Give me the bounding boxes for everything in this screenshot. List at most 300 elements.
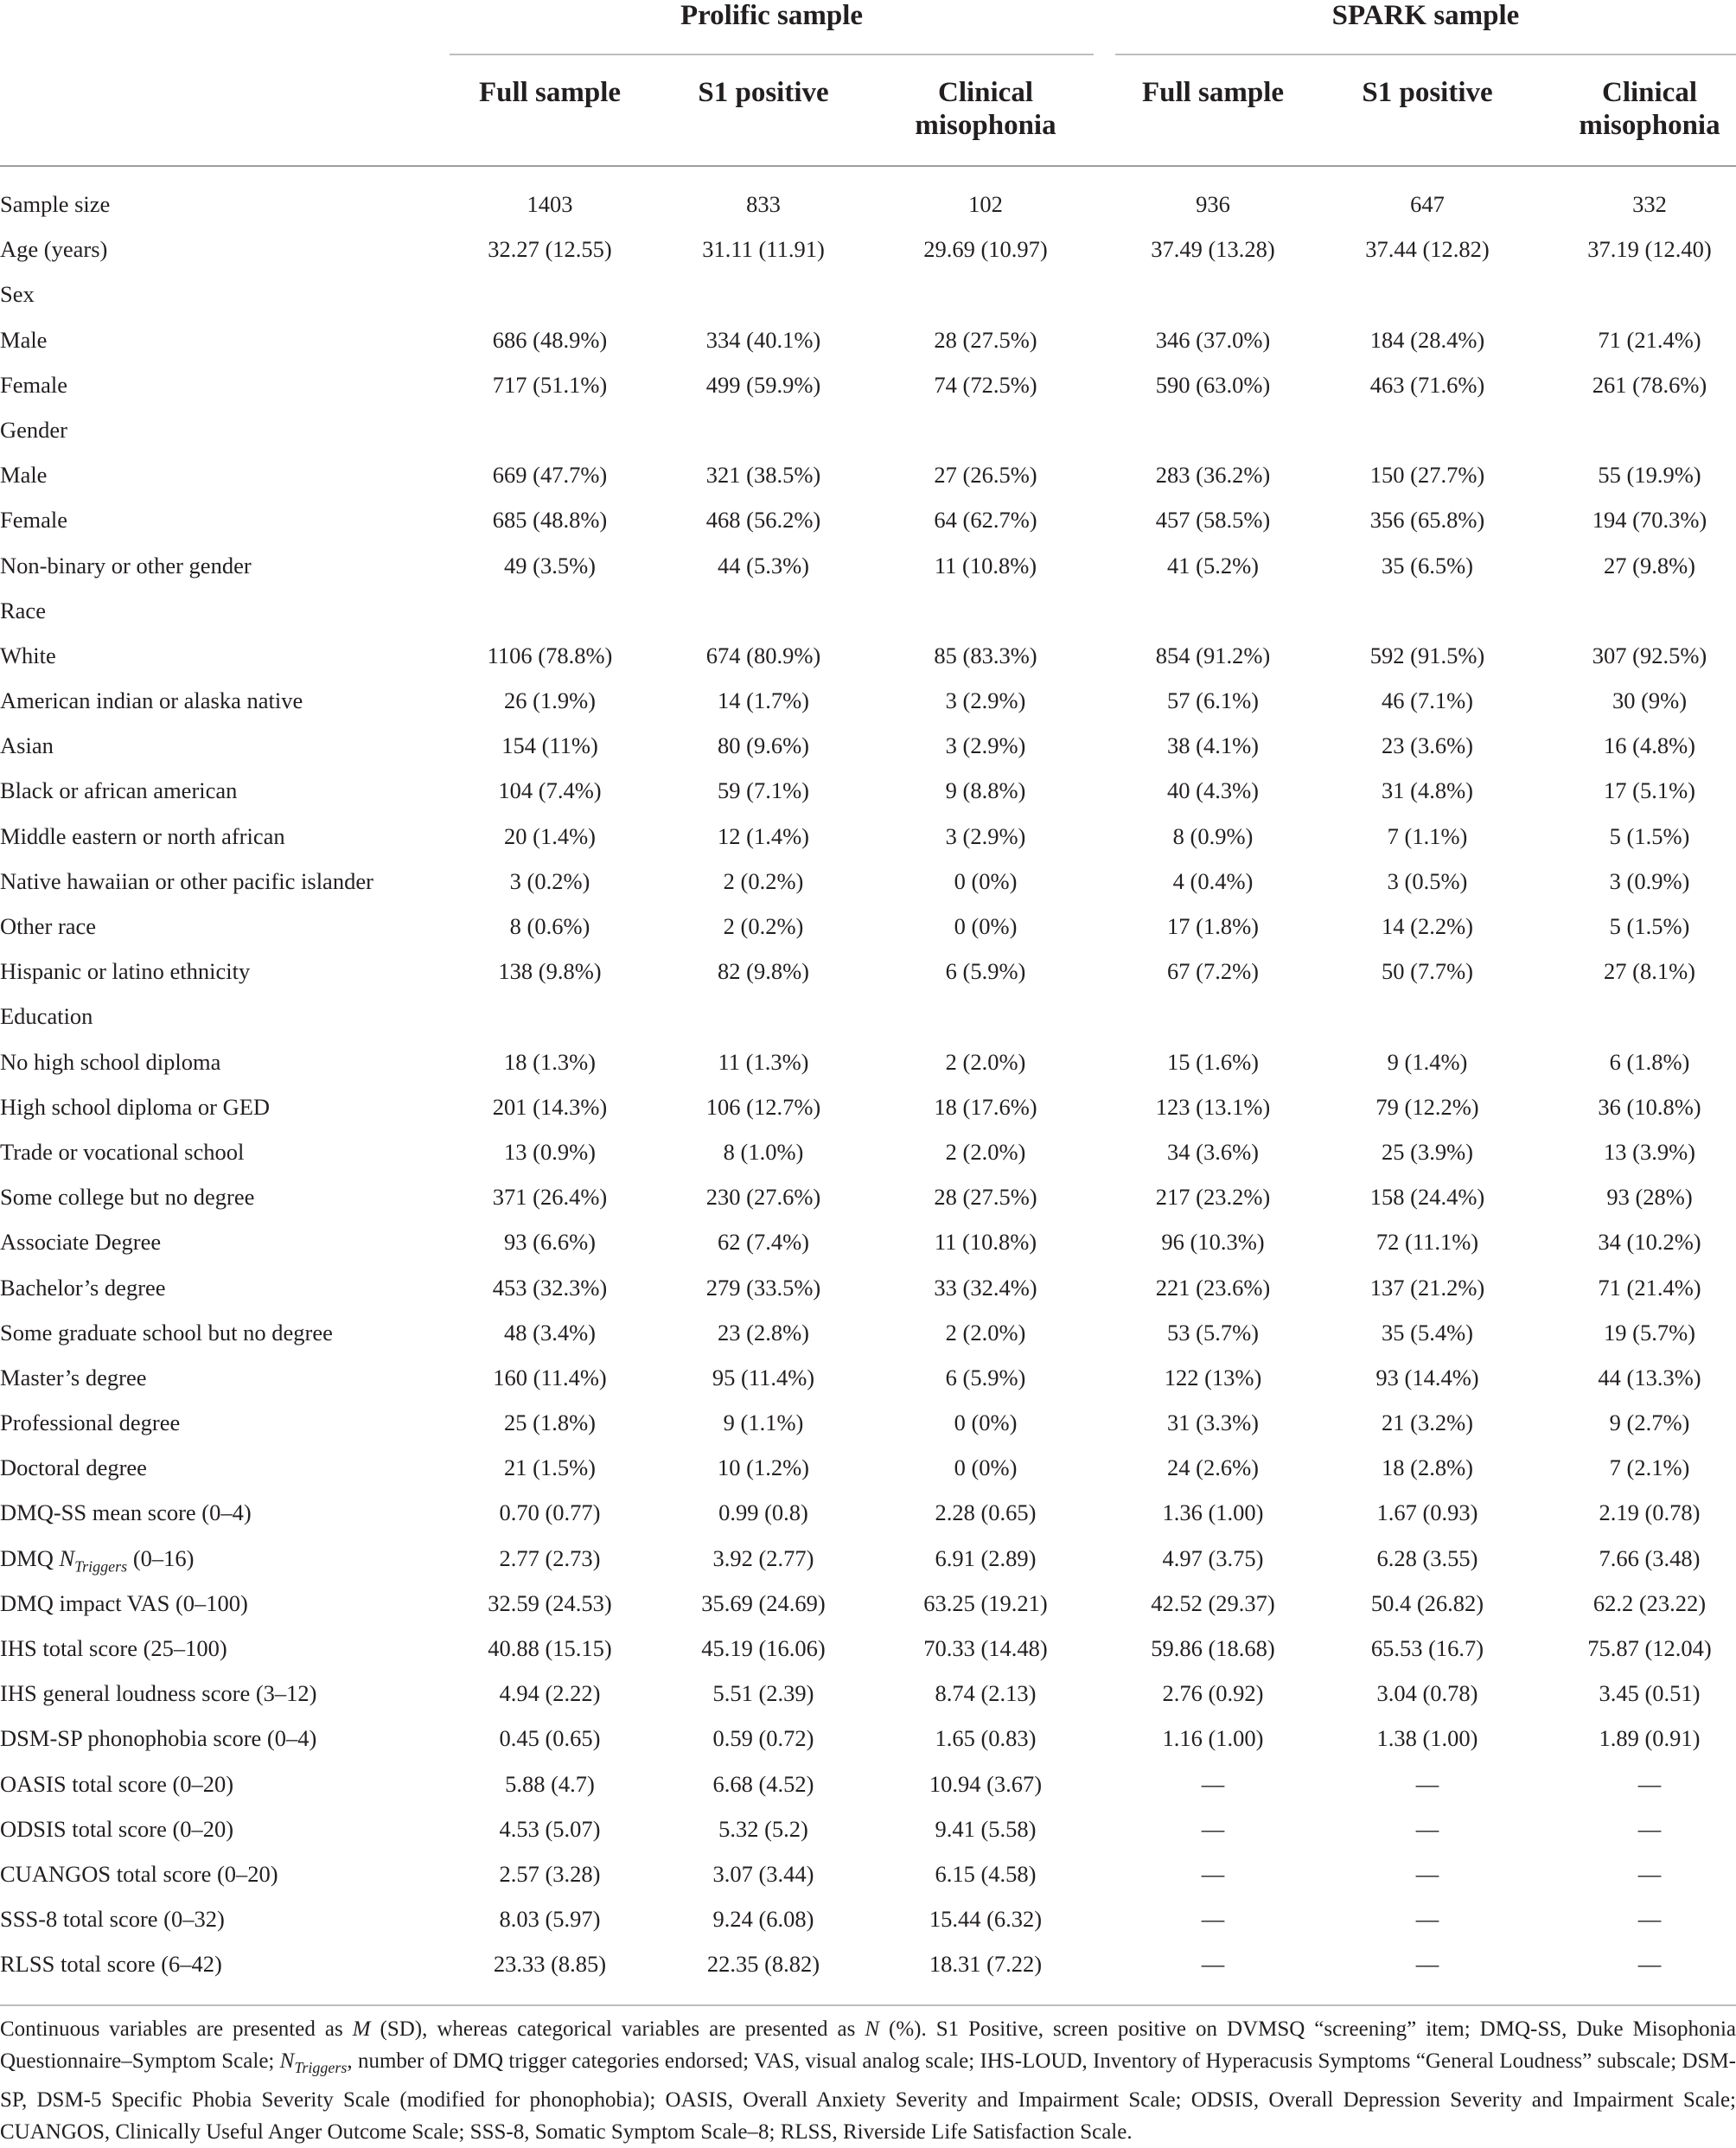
- table-cell: —: [1201, 1815, 1225, 1842]
- table-cell: 80 (9.6%): [718, 732, 809, 759]
- table-cell: 96 (10.3%): [1161, 1229, 1265, 1256]
- table-cell: 62.2 (23.22): [1592, 1589, 1707, 1616]
- table-cell: 55 (19.9%): [1598, 462, 1701, 489]
- table-cell: 669 (47.7%): [492, 462, 608, 489]
- table-cell: 17 (1.8%): [1167, 913, 1259, 939]
- table-cell: 8 (1.0%): [723, 1138, 804, 1165]
- table-cell: —: [1415, 1815, 1439, 1842]
- table-cell: 2.28 (0.65): [935, 1499, 1037, 1526]
- table-cell: 8.03 (5.97): [499, 1906, 601, 1933]
- table-cell: 34 (3.6%): [1167, 1138, 1259, 1165]
- table-cell: 3.45 (0.51): [1599, 1680, 1701, 1707]
- table-cell: 686 (48.9%): [492, 326, 608, 353]
- table-cell: 3 (0.5%): [1387, 867, 1468, 894]
- table-cell: 104 (7.4%): [498, 777, 602, 804]
- table-cell: 194 (70.3%): [1592, 507, 1707, 534]
- table-cell: 71 (21.4%): [1598, 326, 1701, 353]
- row-label: ODSIS total score (0–20): [0, 1815, 234, 1842]
- table-cell: 50 (7.7%): [1382, 958, 1473, 985]
- table-row: [0, 406, 1736, 451]
- row-label: Sex: [0, 281, 35, 308]
- table-cell: 35.69 (24.69): [701, 1589, 826, 1616]
- table-cell: —: [1637, 1906, 1662, 1933]
- row-label: Race: [0, 597, 46, 623]
- row-label: Female: [0, 507, 67, 534]
- row-label: Professional degree: [0, 1410, 181, 1436]
- column-header: [651, 76, 876, 109]
- table-cell: 3.92 (2.77): [712, 1544, 814, 1571]
- column-header: [873, 76, 1098, 142]
- table-cell: 93 (14.4%): [1375, 1364, 1479, 1390]
- table-cell: 123 (13.1%): [1155, 1093, 1271, 1120]
- table-cell: 0.59 (0.72): [712, 1725, 814, 1752]
- table-cell: 150 (27.7%): [1369, 462, 1485, 489]
- table-cell: 2.76 (0.92): [1162, 1680, 1264, 1707]
- table-row: [0, 1580, 1736, 1625]
- table-cell: 8 (0.6%): [509, 913, 590, 939]
- table-cell: 62 (7.4%): [718, 1229, 809, 1256]
- table-row: [0, 1444, 1736, 1489]
- table-cell: —: [1201, 1770, 1225, 1797]
- table-cell: 21 (3.2%): [1382, 1410, 1473, 1436]
- table-cell: 2.57 (3.28): [499, 1860, 601, 1887]
- table-cell: 74 (72.5%): [934, 371, 1037, 398]
- table-cell: 5.88 (4.7): [505, 1770, 595, 1797]
- table-cell: 717 (51.1%): [492, 371, 608, 398]
- table-cell: 93 (6.6%): [504, 1229, 596, 1256]
- table-cell: 2 (2.0%): [945, 1048, 1026, 1075]
- table-cell: 371 (26.4%): [492, 1184, 608, 1211]
- table-cell: 16 (4.8%): [1604, 732, 1695, 759]
- table-cell: 279 (33.5%): [705, 1274, 821, 1301]
- table-cell: 42.52 (29.37): [1151, 1589, 1275, 1616]
- table-cell: 4.97 (3.75): [1162, 1544, 1264, 1571]
- table-cell: 18 (2.8%): [1382, 1454, 1473, 1481]
- table-row: [0, 1851, 1736, 1895]
- table-cell: 70.33 (14.48): [923, 1635, 1048, 1661]
- table-cell: 9.41 (5.58): [935, 1815, 1037, 1842]
- row-label: Sample size: [0, 191, 111, 217]
- table-row: [0, 1309, 1736, 1354]
- table-cell: 13 (3.9%): [1604, 1138, 1695, 1165]
- table-cell: 23 (2.8%): [718, 1319, 809, 1346]
- table-row: [0, 1806, 1736, 1851]
- row-label: No high school diploma: [0, 1048, 221, 1075]
- table-cell: 25 (3.9%): [1382, 1138, 1473, 1165]
- table-cell: 11 (1.3%): [718, 1048, 809, 1075]
- table-cell: 0 (0%): [954, 1454, 1018, 1481]
- table-row: [0, 632, 1736, 677]
- table-cell: 9 (8.8%): [945, 777, 1026, 804]
- header-rule: [0, 165, 1736, 167]
- table-cell: 18.31 (7.22): [929, 1951, 1043, 1978]
- table-cell: 154 (11%): [501, 732, 598, 759]
- table-cell: 9 (2.7%): [1609, 1410, 1690, 1436]
- table-cell: 11 (10.8%): [934, 552, 1037, 579]
- table-cell: 0 (0%): [954, 913, 1018, 939]
- row-label: Black or african american: [0, 777, 238, 804]
- table-cell: 29.69 (10.97): [923, 236, 1048, 263]
- table-cell: 8.74 (2.13): [935, 1680, 1037, 1707]
- table-cell: 44 (13.3%): [1598, 1364, 1701, 1390]
- table-cell: 592 (91.5%): [1369, 642, 1485, 668]
- table-cell: —: [1415, 1770, 1439, 1797]
- table-cell: 72 (11.1%): [1375, 1229, 1479, 1256]
- table-cell: 23 (3.6%): [1382, 732, 1473, 759]
- column-header-line: misophonia: [1579, 110, 1720, 141]
- table-cell: 5.32 (5.2): [718, 1815, 808, 1842]
- table-row: [0, 496, 1736, 541]
- table-cell: 102: [968, 191, 1003, 217]
- row-label: Master’s degree: [0, 1364, 147, 1390]
- table-row: [0, 1173, 1736, 1218]
- row-label: Asian: [0, 732, 54, 759]
- table-cell: 12 (1.4%): [718, 822, 809, 849]
- table-cell: 14 (1.7%): [718, 687, 809, 714]
- group-rule-spark: [1115, 54, 1736, 55]
- table-cell: 31.11 (11.91): [702, 236, 825, 263]
- table-cell: 27 (26.5%): [934, 462, 1037, 489]
- table-row: [0, 1670, 1736, 1715]
- table-cell: 6.15 (4.58): [935, 1860, 1037, 1887]
- table-cell: 5.51 (2.39): [712, 1680, 814, 1707]
- table-cell: 17 (5.1%): [1604, 777, 1695, 804]
- row-label: High school diploma or GED: [0, 1093, 271, 1120]
- column-header-line: Clinical: [937, 77, 1033, 108]
- table-cell: —: [1637, 1951, 1662, 1978]
- table-cell: 35 (6.5%): [1382, 552, 1473, 579]
- table-cell: 24 (2.6%): [1167, 1454, 1259, 1481]
- row-label: Some college but no degree: [0, 1184, 255, 1211]
- row-label: DMQ $N_{Triggers}$ (0–16): [0, 1544, 195, 1575]
- table-cell: 57 (6.1%): [1167, 687, 1259, 714]
- table-cell: 5 (1.5%): [1609, 822, 1690, 849]
- table-cell: 2 (2.0%): [945, 1138, 1026, 1165]
- group-header-spark: SPARK sample: [1331, 0, 1520, 31]
- table-cell: 10.94 (3.67): [929, 1770, 1043, 1797]
- table-cell: 221 (23.6%): [1155, 1274, 1271, 1301]
- row-label: Some graduate school but no degree: [0, 1319, 333, 1346]
- table-cell: 25 (1.8%): [504, 1410, 596, 1436]
- table-cell: 20 (1.4%): [504, 822, 596, 849]
- row-label: Associate Degree: [0, 1229, 162, 1256]
- table-cell: 2 (0.2%): [723, 867, 804, 894]
- table-cell: 93 (28%): [1606, 1184, 1693, 1211]
- table-cell: 936: [1196, 191, 1230, 217]
- table-cell: 3.07 (3.44): [712, 1860, 814, 1887]
- table-row: [0, 1715, 1736, 1760]
- table-cell: 36 (10.8%): [1598, 1093, 1701, 1120]
- table-cell: 5 (1.5%): [1609, 913, 1690, 939]
- row-label: Gender: [0, 416, 67, 443]
- table-cell: 307 (92.5%): [1592, 642, 1707, 668]
- table-row: [0, 1399, 1736, 1444]
- table-cell: 6 (5.9%): [945, 958, 1026, 985]
- table-cell: 0.45 (0.65): [499, 1725, 601, 1752]
- table-row: [0, 1940, 1736, 1985]
- table-row: [0, 316, 1736, 361]
- table-row: [0, 858, 1736, 903]
- table-cell: 31 (3.3%): [1167, 1410, 1259, 1436]
- table-cell: —: [1415, 1951, 1439, 1978]
- table-cell: 160 (11.4%): [493, 1364, 607, 1390]
- table-row: [0, 271, 1736, 316]
- column-header-line: S1 positive: [1362, 77, 1493, 108]
- table-row: [0, 1128, 1736, 1173]
- table-cell: 3 (0.2%): [509, 867, 590, 894]
- table-cell: 217 (23.2%): [1155, 1184, 1271, 1211]
- table-cell: 590 (63.0%): [1155, 371, 1271, 398]
- table-row: [0, 1354, 1736, 1399]
- table-cell: 6 (1.8%): [1609, 1048, 1690, 1075]
- table-cell: —: [1201, 1951, 1225, 1978]
- table-cell: 7 (2.1%): [1609, 1454, 1690, 1481]
- table-cell: 37.44 (12.82): [1365, 236, 1490, 263]
- row-label: DMQ impact VAS (0–100): [0, 1589, 248, 1616]
- table-cell: 499 (59.9%): [705, 371, 821, 398]
- table-cell: 28 (27.5%): [934, 326, 1037, 353]
- table-row: [0, 1264, 1736, 1309]
- table-cell: 63.25 (19.21): [923, 1589, 1048, 1616]
- group-rule-prolific: [450, 54, 1094, 55]
- table-cell: 674 (80.9%): [705, 642, 821, 668]
- table-cell: 71 (21.4%): [1598, 1274, 1701, 1301]
- table-cell: 453 (32.3%): [492, 1274, 608, 1301]
- table-row: [0, 1039, 1736, 1084]
- table-cell: 4 (0.4%): [1172, 867, 1254, 894]
- table-row: [0, 1535, 1736, 1580]
- table-cell: 37.19 (12.40): [1587, 236, 1712, 263]
- table-cell: 283 (36.2%): [1155, 462, 1271, 489]
- table-cell: 95 (11.4%): [712, 1364, 815, 1390]
- table-cell: 28 (27.5%): [934, 1184, 1037, 1211]
- table-cell: 3 (2.9%): [945, 687, 1026, 714]
- table-row: [0, 677, 1736, 722]
- table-cell: 9 (1.4%): [1387, 1048, 1468, 1075]
- table-cell: 19 (5.7%): [1604, 1319, 1695, 1346]
- table-footnote: Continuous variables are presented as M (SD), whereas categorical variables are presented as N (%). S1 Positive, screen positive on DVMSQ “screening” item; DMQ-SS, Duke Misophonia Questionnaire–Symptom Scale; $N_{Triggers}$, number of DMQ trigger categories endorsed; VAS, visual analog scale; IHS-LOUD, Inventory of Hyperacusis Symptoms “General Loudness” subscale; DSM-SP, DSM-5 Specific Phobia Severity Scale (modified for phonophobia); OASIS, Overall Anxiety Severity and Impairment Scale; ODSIS, Overall Depression Severity and Impairment Scale; CUANGOS, Clinically Useful Anger Outcome Scale; SSS-8, Somatic Symptom Scale–8; RLSS, Riverside Life Satisfaction Scale.: [0, 2017, 1736, 2144]
- table-row: [0, 948, 1736, 993]
- table-cell: 32.59 (24.53): [488, 1589, 612, 1616]
- row-label: DMQ-SS mean score (0–4): [0, 1499, 252, 1526]
- table-cell: 67 (7.2%): [1167, 958, 1259, 985]
- table-cell: 2 (2.0%): [945, 1319, 1026, 1346]
- table-cell: 45.19 (16.06): [701, 1635, 826, 1661]
- table-row: [0, 587, 1736, 632]
- column-header: [1537, 76, 1736, 142]
- row-label: Middle eastern or north african: [0, 822, 285, 849]
- row-label: White: [0, 642, 56, 668]
- table-cell: 27 (8.1%): [1604, 958, 1695, 985]
- table-row: [0, 1218, 1736, 1263]
- table-cell: 3 (2.9%): [945, 822, 1026, 849]
- row-label: SSS-8 total score (0–32): [0, 1906, 225, 1933]
- row-label: Trade or vocational school: [0, 1138, 245, 1165]
- table-cell: 65.53 (16.7): [1370, 1635, 1484, 1661]
- table-row: [0, 1761, 1736, 1806]
- table-row: [0, 1625, 1736, 1670]
- table-cell: 332: [1632, 191, 1667, 217]
- row-label: Male: [0, 326, 48, 353]
- column-header-line: S1 positive: [698, 77, 829, 108]
- table-cell: 53 (5.7%): [1167, 1319, 1259, 1346]
- row-label: Bachelor’s degree: [0, 1274, 166, 1301]
- table-cell: 463 (71.6%): [1369, 371, 1485, 398]
- table-body: [0, 181, 1736, 1986]
- group-header-prolific: Prolific sample: [680, 0, 864, 31]
- column-header: [1315, 76, 1540, 109]
- table-cell: 14 (2.2%): [1382, 913, 1473, 939]
- table-cell: 1.38 (1.00): [1376, 1725, 1478, 1752]
- table-cell: 346 (37.0%): [1155, 326, 1271, 353]
- row-label: IHS total score (25–100): [0, 1635, 227, 1661]
- table-cell: 1106 (78.8%): [487, 642, 613, 668]
- column-header-line: Full sample: [478, 77, 622, 108]
- table-cell: 22.35 (8.82): [706, 1951, 820, 1978]
- table-cell: 184 (28.4%): [1369, 326, 1485, 353]
- row-label: American indian or alaska native: [0, 687, 303, 714]
- table-cell: 85 (83.3%): [934, 642, 1037, 668]
- table-cell: 137 (21.2%): [1369, 1274, 1485, 1301]
- table-cell: 23.33 (8.85): [493, 1951, 607, 1978]
- table-row: [0, 813, 1736, 858]
- table-cell: 6.68 (4.52): [712, 1770, 814, 1797]
- table-cell: 59 (7.1%): [718, 777, 809, 804]
- table-cell: 21 (1.5%): [504, 1454, 596, 1481]
- table-cell: 1.16 (1.00): [1162, 1725, 1264, 1752]
- table-row: [0, 226, 1736, 271]
- table-cell: 2.19 (0.78): [1599, 1499, 1701, 1526]
- row-label: Hispanic or latino ethnicity: [0, 958, 251, 985]
- table-cell: 854 (91.2%): [1155, 642, 1271, 668]
- column-header-line: Full sample: [1141, 77, 1285, 108]
- table-cell: 15 (1.6%): [1167, 1048, 1259, 1075]
- table-cell: —: [1637, 1815, 1662, 1842]
- column-header: [1101, 76, 1325, 109]
- table-cell: 64 (62.7%): [934, 507, 1037, 534]
- table-cell: 40 (4.3%): [1167, 777, 1259, 804]
- row-label: DSM-SP phonophobia score (0–4): [0, 1725, 317, 1752]
- table-cell: 30 (9%): [1612, 687, 1688, 714]
- row-label: IHS general loudness score (3–12): [0, 1680, 317, 1707]
- table-cell: —: [1201, 1906, 1225, 1933]
- row-label: Age (years): [0, 236, 108, 263]
- table-cell: 3 (2.9%): [945, 732, 1026, 759]
- table-cell: 6.91 (2.89): [935, 1544, 1037, 1571]
- table-cell: 356 (65.8%): [1369, 507, 1485, 534]
- table-cell: 158 (24.4%): [1369, 1184, 1485, 1211]
- table-cell: 34 (10.2%): [1598, 1229, 1701, 1256]
- row-label: Doctoral degree: [0, 1454, 147, 1481]
- table-cell: 9 (1.1%): [723, 1410, 804, 1436]
- table-cell: 685 (48.8%): [492, 507, 608, 534]
- column-header-line: misophonia: [915, 110, 1056, 141]
- table-cell: 37.49 (13.28): [1151, 236, 1275, 263]
- table-cell: 7.66 (3.48): [1599, 1544, 1701, 1571]
- table-cell: —: [1201, 1860, 1225, 1887]
- table-cell: 2 (0.2%): [723, 913, 804, 939]
- table-cell: 38 (4.1%): [1167, 732, 1259, 759]
- table-cell: 9.24 (6.08): [712, 1906, 814, 1933]
- table-row: [0, 1489, 1736, 1534]
- table-cell: 31 (4.8%): [1382, 777, 1473, 804]
- table-cell: 3 (0.9%): [1609, 867, 1690, 894]
- table-cell: 49 (3.5%): [504, 552, 596, 579]
- table-cell: 1.65 (0.83): [935, 1725, 1037, 1752]
- row-label: OASIS total score (0–20): [0, 1770, 234, 1797]
- table-cell: 1403: [527, 191, 573, 217]
- table-cell: 334 (40.1%): [705, 326, 821, 353]
- table-cell: 7 (1.1%): [1387, 822, 1468, 849]
- table-cell: —: [1415, 1860, 1439, 1887]
- table-cell: 1.36 (1.00): [1162, 1499, 1264, 1526]
- table-cell: 32.27 (12.55): [488, 236, 612, 263]
- table-cell: 1.67 (0.93): [1376, 1499, 1478, 1526]
- table-cell: 13 (0.9%): [504, 1138, 596, 1165]
- footer-rule: [0, 2004, 1736, 2006]
- table-cell: 201 (14.3%): [492, 1093, 608, 1120]
- column-header-line: Clinical: [1601, 77, 1697, 108]
- table-row: [0, 361, 1736, 406]
- table-cell: 41 (5.2%): [1167, 552, 1259, 579]
- row-label: Non-binary or other gender: [0, 552, 252, 579]
- table-cell: —: [1637, 1770, 1662, 1797]
- table-cell: 4.53 (5.07): [499, 1815, 601, 1842]
- row-label: RLSS total score (6–42): [0, 1951, 222, 1978]
- table-cell: 261 (78.6%): [1592, 371, 1707, 398]
- table-cell: 0.99 (0.8): [718, 1499, 808, 1526]
- table-cell: 11 (10.8%): [934, 1229, 1037, 1256]
- row-label: CUANGOS total score (0–20): [0, 1860, 278, 1887]
- table-row: [0, 451, 1736, 496]
- table-cell: 457 (58.5%): [1155, 507, 1271, 534]
- table-cell: —: [1637, 1860, 1662, 1887]
- table-cell: 0 (0%): [954, 867, 1018, 894]
- table-cell: 321 (38.5%): [705, 462, 821, 489]
- table-cell: 44 (5.3%): [718, 552, 809, 579]
- table-cell: 40.88 (15.15): [488, 1635, 612, 1661]
- table-cell: 27 (9.8%): [1604, 552, 1695, 579]
- row-label: Female: [0, 371, 67, 398]
- table-row: [0, 181, 1736, 226]
- table-cell: 50.4 (26.82): [1370, 1589, 1484, 1616]
- table-cell: 79 (12.2%): [1375, 1093, 1479, 1120]
- table-cell: 18 (17.6%): [934, 1093, 1037, 1120]
- table-cell: —: [1415, 1906, 1439, 1933]
- table-cell: 6 (5.9%): [945, 1364, 1026, 1390]
- table-cell: 75.87 (12.04): [1587, 1635, 1712, 1661]
- row-label: Male: [0, 462, 48, 489]
- table-cell: 46 (7.1%): [1382, 687, 1473, 714]
- table-cell: 4.94 (2.22): [499, 1680, 601, 1707]
- table-row: [0, 993, 1736, 1038]
- table-cell: 18 (1.3%): [504, 1048, 596, 1075]
- table-cell: 230 (27.6%): [705, 1184, 821, 1211]
- table-cell: 2.77 (2.73): [499, 1544, 601, 1571]
- table-cell: 0 (0%): [954, 1410, 1018, 1436]
- table-cell: 15.44 (6.32): [929, 1906, 1043, 1933]
- row-label: Other race: [0, 913, 97, 939]
- table-cell: 138 (9.8%): [498, 958, 602, 985]
- table-row: [0, 542, 1736, 587]
- table-cell: 82 (9.8%): [718, 958, 809, 985]
- table-cell: 8 (0.9%): [1172, 822, 1254, 849]
- table-row: [0, 1895, 1736, 1940]
- table-cell: 122 (13%): [1164, 1364, 1262, 1390]
- table-row: [0, 722, 1736, 767]
- table-cell: 468 (56.2%): [705, 507, 821, 534]
- table-cell: 106 (12.7%): [705, 1093, 821, 1120]
